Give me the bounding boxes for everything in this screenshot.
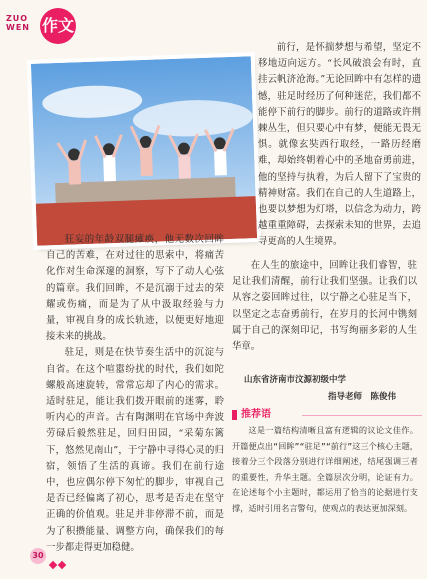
- author-teacher: 指导老师 陈俊伟: [328, 392, 397, 402]
- recommend-body: [232, 423, 418, 517]
- section-logo-char: 作文: [40, 8, 76, 44]
- recommend-bar-icon: [232, 410, 237, 420]
- paragraph-conclusion: [232, 258, 417, 355]
- paragraph-conclusion-text: 在人生的旅途中，回眸让我们睿智，驻足让我们清醒，前行让我们坚强。让我们以从容之姿回眸过往，以宁静之心驻足当下，以坚定之志奋勇前行，在岁月的长河中镌刻属于自己的深刻印记，书写绚丽多彩的人生华章。: [232, 260, 417, 353]
- section-logo-text: ZUO WEN: [6, 14, 30, 32]
- recommend-text: 这是一篇结构清晰且富有逻辑的议论文佳作。开篇便点出“回眸”“驻足”“前行”这三个核心主题，接着分三个段落分别进行详细阐述，结尾强调三者的重要性，升华主题。全篇层次分明，论证有力。在论述每个小主题时，都运用了恰当的论据进行支撑，适时引用名言警句，使观点的表达更加深刻。: [232, 425, 418, 513]
- paragraph-forward: [258, 40, 421, 251]
- paragraph-pause: 驻足，则是在快节奏生活中的沉淀与自省。在这个喧嚣纷扰的时代，我们如陀螺般高速旋转，常常忘却了内心的需求。适时驻足，能让我们拨开眼前的迷雾，聆听内心的声音。古有陶渊明在官场中奔波劳碌后毅然驻足，回归田园，“采菊东篱下，悠然见南山”，于宁静中寻得心灵的归宿，领悟了生活的真谛。我们在前行途中，也应偶尔停下匆忙的脚步，审视自己是否已经偏离了初心，思考是否走在坚守正确的价值观。驻足并非停滞不前，而是为了积攒能量、调整方向，确保我们的每一步都走得更加稳健。: [46, 347, 224, 553]
- article-photo: [31, 56, 257, 246]
- recommend-header: [232, 407, 422, 423]
- group-of-girls-jumping-photo: [31, 56, 257, 246]
- page-number: 30: [30, 548, 46, 564]
- section-badge: [6, 8, 86, 44]
- recommend-title: 推荐语: [241, 409, 271, 420]
- author-school: 山东省济南市汶源初级中学: [244, 375, 347, 385]
- paragraph-forward-text: 前行，是怀揣梦想与希望，坚定不移地迈向远方。“长风破浪会有时，直挂云帆济沧海。”无论回眸中有怎样的遗憾，驻足时经历了何种迷茫，我们都不能停下前行的脚步。前行的道路或许荆棘丛生，但只要心中有梦，便能无畏无惧。就像玄奘西行取经，一路历经磨难，却始终朝着心中的圣地奋勇前进，他的坚持与执着，为后人留下了宝贵的精神财富。我们在自己的人生道路上，也要以梦想为灯塔，以信念为动力，跨越重重障碍，去探索未知的世界，去追寻更高的人生境界。: [258, 42, 421, 248]
- left-column: [46, 232, 224, 556]
- recommend-divider: [302, 415, 422, 416]
- paragraph-look-back: 狂妄的年龄双腿瘫痪，他无数次回眸自己的苦难，在对过往的思索中，将痛苦化作对生命深邃的洞察，写下了动人心弦的篇章。我们回眸，不是沉溺于过去的荣耀或伤痛，而是为了从中汲取经验与力量，审视自身的成长轨迹，以便更好地迎接未来的挑战。: [46, 234, 224, 343]
- decorative-diamonds-icon: [50, 553, 68, 572]
